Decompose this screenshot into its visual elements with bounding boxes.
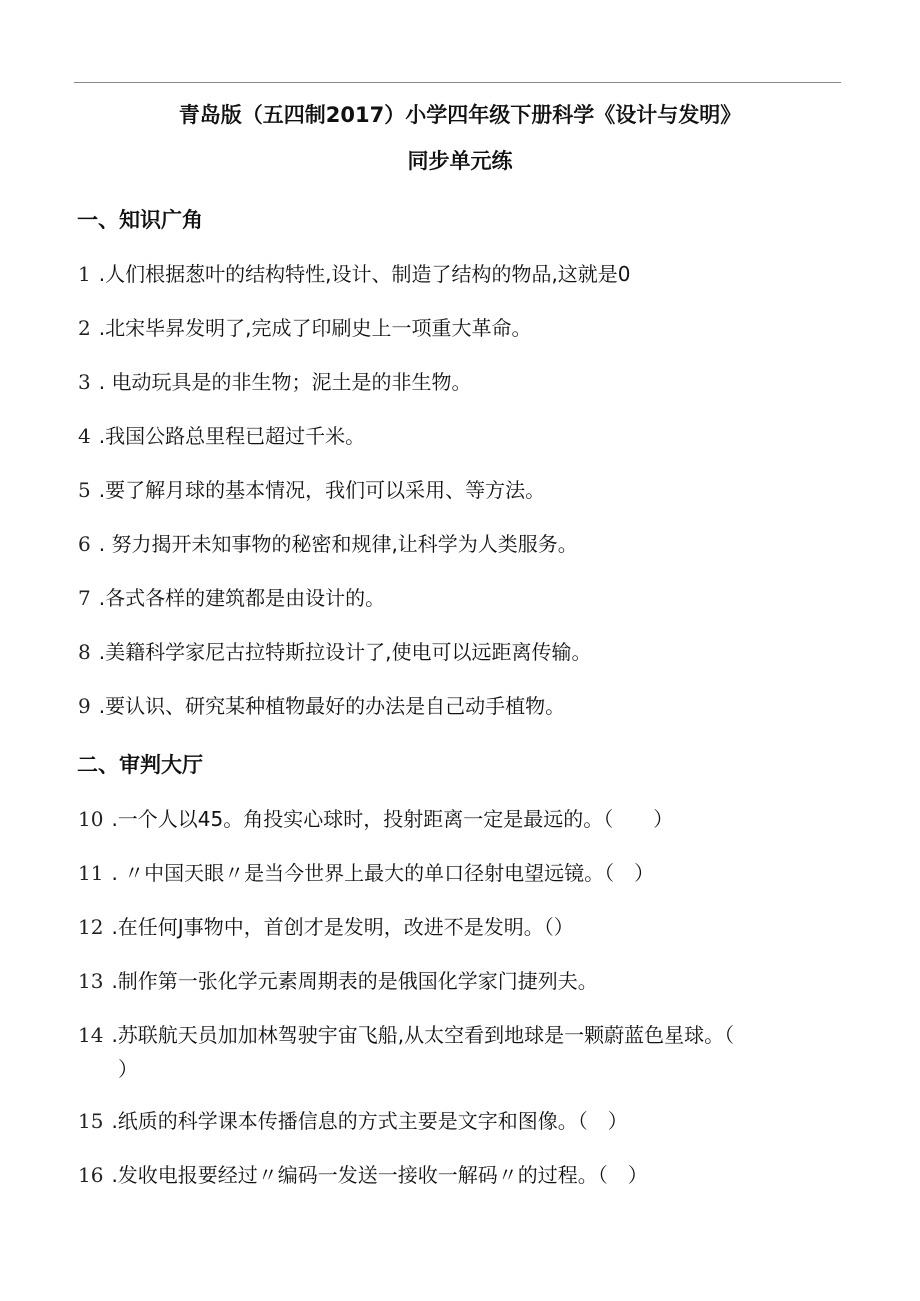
document-title: 青岛版（五四制2017）小学四年级下册科学《设计与发明》 <box>178 103 742 127</box>
question-number: 10 <box>78 807 104 831</box>
question-text-continuation: ） <box>118 1057 138 1081</box>
question-number: 12 <box>78 915 104 939</box>
question-text: .发收电报要经过〃编码一发送一接收一解码〃的过程。（ ） <box>111 1163 648 1187</box>
question-text: .北宋毕昇发明了,完成了印刷史上一项重大革命。 <box>98 316 532 340</box>
question-text: .要认识、研究某种植物最好的办法是自己动手植物。 <box>98 694 566 718</box>
question-number: 2 <box>78 316 91 340</box>
question-item <box>78 1106 628 1136</box>
question-item <box>78 529 578 559</box>
question-number: 14 <box>78 1023 104 1047</box>
question-number: 16 <box>78 1163 104 1187</box>
question-number: 3 <box>78 370 91 394</box>
question-item <box>78 475 545 505</box>
section-heading-knowledge: 一、知识广角 <box>77 208 203 232</box>
question-text: .美籍科学家尼古拉特斯拉设计了,使电可以远距离传输。 <box>98 640 592 664</box>
question-number: 15 <box>78 1109 104 1133</box>
question-text: . 〃中国天眼〃是当今世界上最大的单口径射电望远镜。（ ） <box>111 861 655 885</box>
question-item <box>78 259 631 289</box>
document-subtitle: 同步单元练 <box>407 149 513 173</box>
question-item <box>78 1020 734 1050</box>
top-divider <box>74 82 841 83</box>
question-text: .各式各样的建筑都是由设计的。 <box>98 586 386 610</box>
question-text: . 电动玩具是的非生物；泥土是的非生物。 <box>98 370 472 394</box>
question-item <box>78 421 365 451</box>
question-item <box>78 313 531 343</box>
question-item <box>78 912 574 942</box>
question-text: .一个人以45。角投实心球时，投射距离一定是最远的。（ ） <box>111 807 674 831</box>
question-number: 9 <box>78 694 91 718</box>
question-text: .我国公路总里程已超过千米。 <box>98 424 366 448</box>
question-number: 1 <box>78 262 91 286</box>
question-number: 13 <box>78 969 104 993</box>
question-number: 4 <box>78 424 91 448</box>
question-number: 11 <box>78 861 104 885</box>
question-item <box>78 1160 648 1190</box>
question-item <box>78 583 385 613</box>
question-item <box>78 637 591 667</box>
question-text: .制作第一张化学元素周期表的是俄国化学家门捷列夫。 <box>111 969 598 993</box>
question-item <box>78 966 598 996</box>
question-item <box>78 367 471 397</box>
question-text: .要了解月球的基本情况，我们可以采用、等方法。 <box>98 478 546 502</box>
question-number: 5 <box>78 478 91 502</box>
question-number: 8 <box>78 640 91 664</box>
question-item <box>78 804 673 834</box>
question-item <box>78 691 565 721</box>
question-text: .人们根据葱叶的结构特性,设计、制造了结构的物品,这就是0 <box>98 262 631 286</box>
question-number: 7 <box>78 586 91 610</box>
question-text: . 努力揭开未知事物的秘密和规律,让科学为人类服务。 <box>98 532 578 556</box>
question-number: 6 <box>78 532 91 556</box>
question-text: .纸质的科学课本传播信息的方式主要是文字和图像。（ ） <box>111 1109 628 1133</box>
section-heading-judgement: 二、审判大厅 <box>77 753 203 777</box>
question-text: .苏联航天员加加林驾驶宇宙飞船,从太空看到地球是一颗蔚蓝色星球。（ <box>111 1023 735 1047</box>
question-item <box>78 858 654 888</box>
question-text: .在任何J事物中，首创才是发明，改进不是发明。（） <box>111 915 574 939</box>
